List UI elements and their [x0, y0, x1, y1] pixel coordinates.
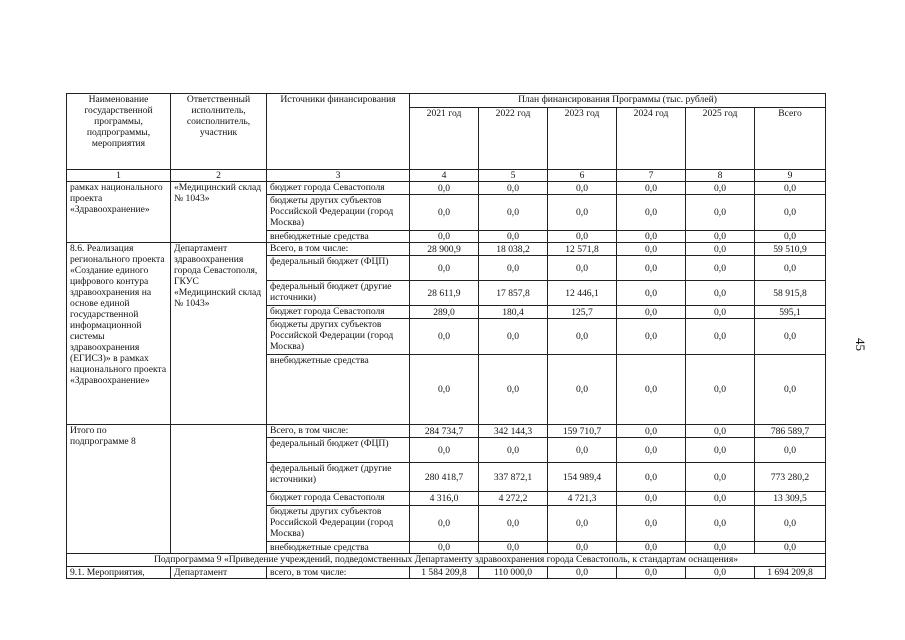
value-cell: 0,0: [686, 281, 755, 306]
value-cell: 0,0: [479, 438, 548, 463]
value-cell: 0,0: [479, 319, 548, 355]
value-cell: 0,0: [479, 542, 548, 554]
value-cell: 0,0: [617, 463, 686, 492]
table-row: [67, 243, 826, 256]
value-cell: 342 144,3: [479, 425, 548, 438]
value-cell: 12 571,8: [548, 243, 617, 256]
value-cell: 0,0: [686, 231, 755, 243]
col-number: 6: [548, 170, 617, 182]
value-cell: 18 038,2: [479, 243, 548, 256]
value-cell: 0,0: [755, 319, 826, 355]
source-cell: федеральный бюджет (другие источники): [267, 463, 410, 492]
value-cell: 0,0: [755, 182, 826, 195]
value-cell: 0,0: [548, 182, 617, 195]
source-cell: федеральный бюджет (ФЦП): [267, 438, 410, 463]
value-cell: 0,0: [410, 438, 479, 463]
value-cell: 0,0: [755, 355, 826, 425]
col-number: 5: [479, 170, 548, 182]
value-cell: 0,0: [617, 425, 686, 438]
table-row: [67, 425, 826, 438]
value-cell: 0,0: [686, 506, 755, 542]
value-cell: 0,0: [617, 319, 686, 355]
value-cell: 4 272,2: [479, 492, 548, 506]
value-cell: 0,0: [617, 355, 686, 425]
value-cell: 0,0: [617, 306, 686, 319]
value-cell: 595,1: [755, 306, 826, 319]
source-cell: бюджеты других субъектов Российской Федерации (город Москва): [267, 195, 410, 231]
value-cell: 0,0: [548, 567, 617, 579]
column-number-row: [67, 170, 826, 182]
value-cell: 0,0: [755, 231, 826, 243]
value-cell: 0,0: [686, 567, 755, 579]
value-cell: 180,4: [479, 306, 548, 319]
value-cell: 0,0: [410, 195, 479, 231]
value-cell: 125,7: [548, 306, 617, 319]
header-year-2023: 2023 год: [548, 108, 617, 170]
value-cell: 0,0: [410, 355, 479, 425]
value-cell: 0,0: [479, 182, 548, 195]
source-cell: Всего, в том числе:: [267, 243, 410, 256]
source-cell: всего, в том числе:: [267, 567, 410, 579]
value-cell: 58 915,8: [755, 281, 826, 306]
col-number: 8: [686, 170, 755, 182]
value-cell: 0,0: [686, 243, 755, 256]
value-cell: 154 989,4: [548, 463, 617, 492]
value-cell: 0,0: [686, 492, 755, 506]
value-cell: 0,0: [686, 438, 755, 463]
value-cell: 0,0: [755, 195, 826, 231]
col-number: 4: [410, 170, 479, 182]
value-cell: 0,0: [479, 256, 548, 281]
value-cell: 17 857,8: [479, 281, 548, 306]
header-executor-col: Ответственный исполнитель, соисполнитель, участник: [171, 94, 267, 170]
value-cell: 337 872,1: [479, 463, 548, 492]
value-cell: 0,0: [686, 195, 755, 231]
value-cell: 4 721,3: [548, 492, 617, 506]
value-cell: 0,0: [548, 195, 617, 231]
value-cell: 0,0: [410, 319, 479, 355]
source-cell: бюджет города Севастополя: [267, 492, 410, 506]
value-cell: 0,0: [479, 355, 548, 425]
value-cell: 1 694 209,8: [755, 567, 826, 579]
source-cell: бюджеты других субъектов Российской Федерации (город Москва): [267, 319, 410, 355]
value-cell: 0,0: [617, 243, 686, 256]
table-row: [67, 567, 826, 579]
value-cell: 0,0: [617, 231, 686, 243]
item-executor: «Медицинский склад № 1043»: [171, 182, 267, 243]
source-cell: внебюджетные средства: [267, 355, 410, 425]
value-cell: 0,0: [548, 231, 617, 243]
header-plan: План финансирования Программы (тыс. рублей): [410, 94, 826, 108]
value-cell: 0,0: [410, 231, 479, 243]
value-cell: 0,0: [410, 182, 479, 195]
source-cell: бюджеты других субъектов Российской Федерации (город Москва): [267, 506, 410, 542]
item-executor: [171, 425, 267, 554]
value-cell: 786 589,7: [755, 425, 826, 438]
source-cell: внебюджетные средства: [267, 542, 410, 554]
source-cell: бюджет города Севастополя: [267, 182, 410, 195]
value-cell: 13 309,5: [755, 492, 826, 506]
value-cell: 284 734,7: [410, 425, 479, 438]
value-cell: 0,0: [548, 438, 617, 463]
value-cell: 0,0: [686, 463, 755, 492]
value-cell: 0,0: [617, 195, 686, 231]
value-cell: 110 000,0: [479, 567, 548, 579]
value-cell: 0,0: [548, 355, 617, 425]
page-number: 45: [853, 338, 868, 351]
item-name: 9.1. Мероприятия,: [67, 567, 171, 579]
item-name: 8.6. Реализация регионального проекта «Создание единого цифрового контура здравоохранения на основе единой государственной информационной системы здравоохранения (ЕГИСЗ)» в рамках национального проекта «Здравоохранение»: [67, 243, 171, 425]
header-year-2024: 2024 год: [617, 108, 686, 170]
value-cell: 12 446,1: [548, 281, 617, 306]
value-cell: 0,0: [686, 256, 755, 281]
col-number: 7: [617, 170, 686, 182]
value-cell: 0,0: [548, 256, 617, 281]
subprogram-row: [67, 554, 826, 567]
value-cell: 0,0: [479, 506, 548, 542]
value-cell: 0,0: [686, 306, 755, 319]
value-cell: 773 280,2: [755, 463, 826, 492]
value-cell: 0,0: [617, 492, 686, 506]
col-number: 2: [171, 170, 267, 182]
value-cell: 0,0: [617, 182, 686, 195]
header-total: Всего: [755, 108, 826, 170]
item-name: рамках национального проекта «Здравоохранение»: [67, 182, 171, 243]
value-cell: 0,0: [686, 542, 755, 554]
value-cell: 4 316,0: [410, 492, 479, 506]
value-cell: 0,0: [548, 506, 617, 542]
source-cell: Всего, в том числе:: [267, 425, 410, 438]
value-cell: 0,0: [410, 542, 479, 554]
value-cell: 0,0: [755, 506, 826, 542]
value-cell: 0,0: [686, 319, 755, 355]
value-cell: 0,0: [755, 256, 826, 281]
subprogram-title: Подпрограмма 9 «Приведение учреждений, подведомственных Департаменту здравоохранения города Севастополь, к стандартам оснащения»: [67, 554, 826, 567]
value-cell: 0,0: [617, 256, 686, 281]
header-row-1: [67, 94, 826, 108]
value-cell: 0,0: [617, 281, 686, 306]
source-cell: федеральный бюджет (ФЦП): [267, 256, 410, 281]
value-cell: 289,0: [410, 306, 479, 319]
value-cell: 0,0: [410, 506, 479, 542]
value-cell: 0,0: [548, 319, 617, 355]
value-cell: 1 584 209,8: [410, 567, 479, 579]
item-executor: Департамент здравоохранения города Севастополя, ГКУС «Медицинский склад № 1043»: [171, 243, 267, 425]
col-number: 1: [67, 170, 171, 182]
financing-table: [66, 93, 826, 579]
value-cell: 28 611,9: [410, 281, 479, 306]
value-cell: 0,0: [410, 256, 479, 281]
col-number: 9: [755, 170, 826, 182]
header-year-2025: 2025 год: [686, 108, 755, 170]
value-cell: 0,0: [617, 542, 686, 554]
item-name: Итого по подпрограмме 8: [67, 425, 171, 554]
value-cell: 0,0: [755, 542, 826, 554]
value-cell: 0,0: [686, 425, 755, 438]
header-year-2022: 2022 год: [479, 108, 548, 170]
value-cell: 0,0: [617, 567, 686, 579]
header-name-col: Наименование государственной программы, подпрограммы, мероприятия: [67, 94, 171, 170]
value-cell: 280 418,7: [410, 463, 479, 492]
value-cell: 0,0: [479, 195, 548, 231]
value-cell: 159 710,7: [548, 425, 617, 438]
value-cell: 0,0: [686, 355, 755, 425]
value-cell: 0,0: [755, 438, 826, 463]
value-cell: 28 900,9: [410, 243, 479, 256]
value-cell: 59 510,9: [755, 243, 826, 256]
item-executor: Департамент: [171, 567, 267, 579]
source-cell: внебюджетные средства: [267, 231, 410, 243]
source-cell: бюджет города Севастополя: [267, 306, 410, 319]
value-cell: 0,0: [686, 182, 755, 195]
value-cell: 0,0: [479, 231, 548, 243]
source-cell: федеральный бюджет (другие источники): [267, 281, 410, 306]
col-number: 3: [267, 170, 410, 182]
header-year-2021: 2021 год: [410, 108, 479, 170]
value-cell: 0,0: [548, 542, 617, 554]
header-source-col: Источники финансирования: [267, 94, 410, 170]
value-cell: 0,0: [617, 438, 686, 463]
table-row: [67, 182, 826, 195]
value-cell: 0,0: [617, 506, 686, 542]
